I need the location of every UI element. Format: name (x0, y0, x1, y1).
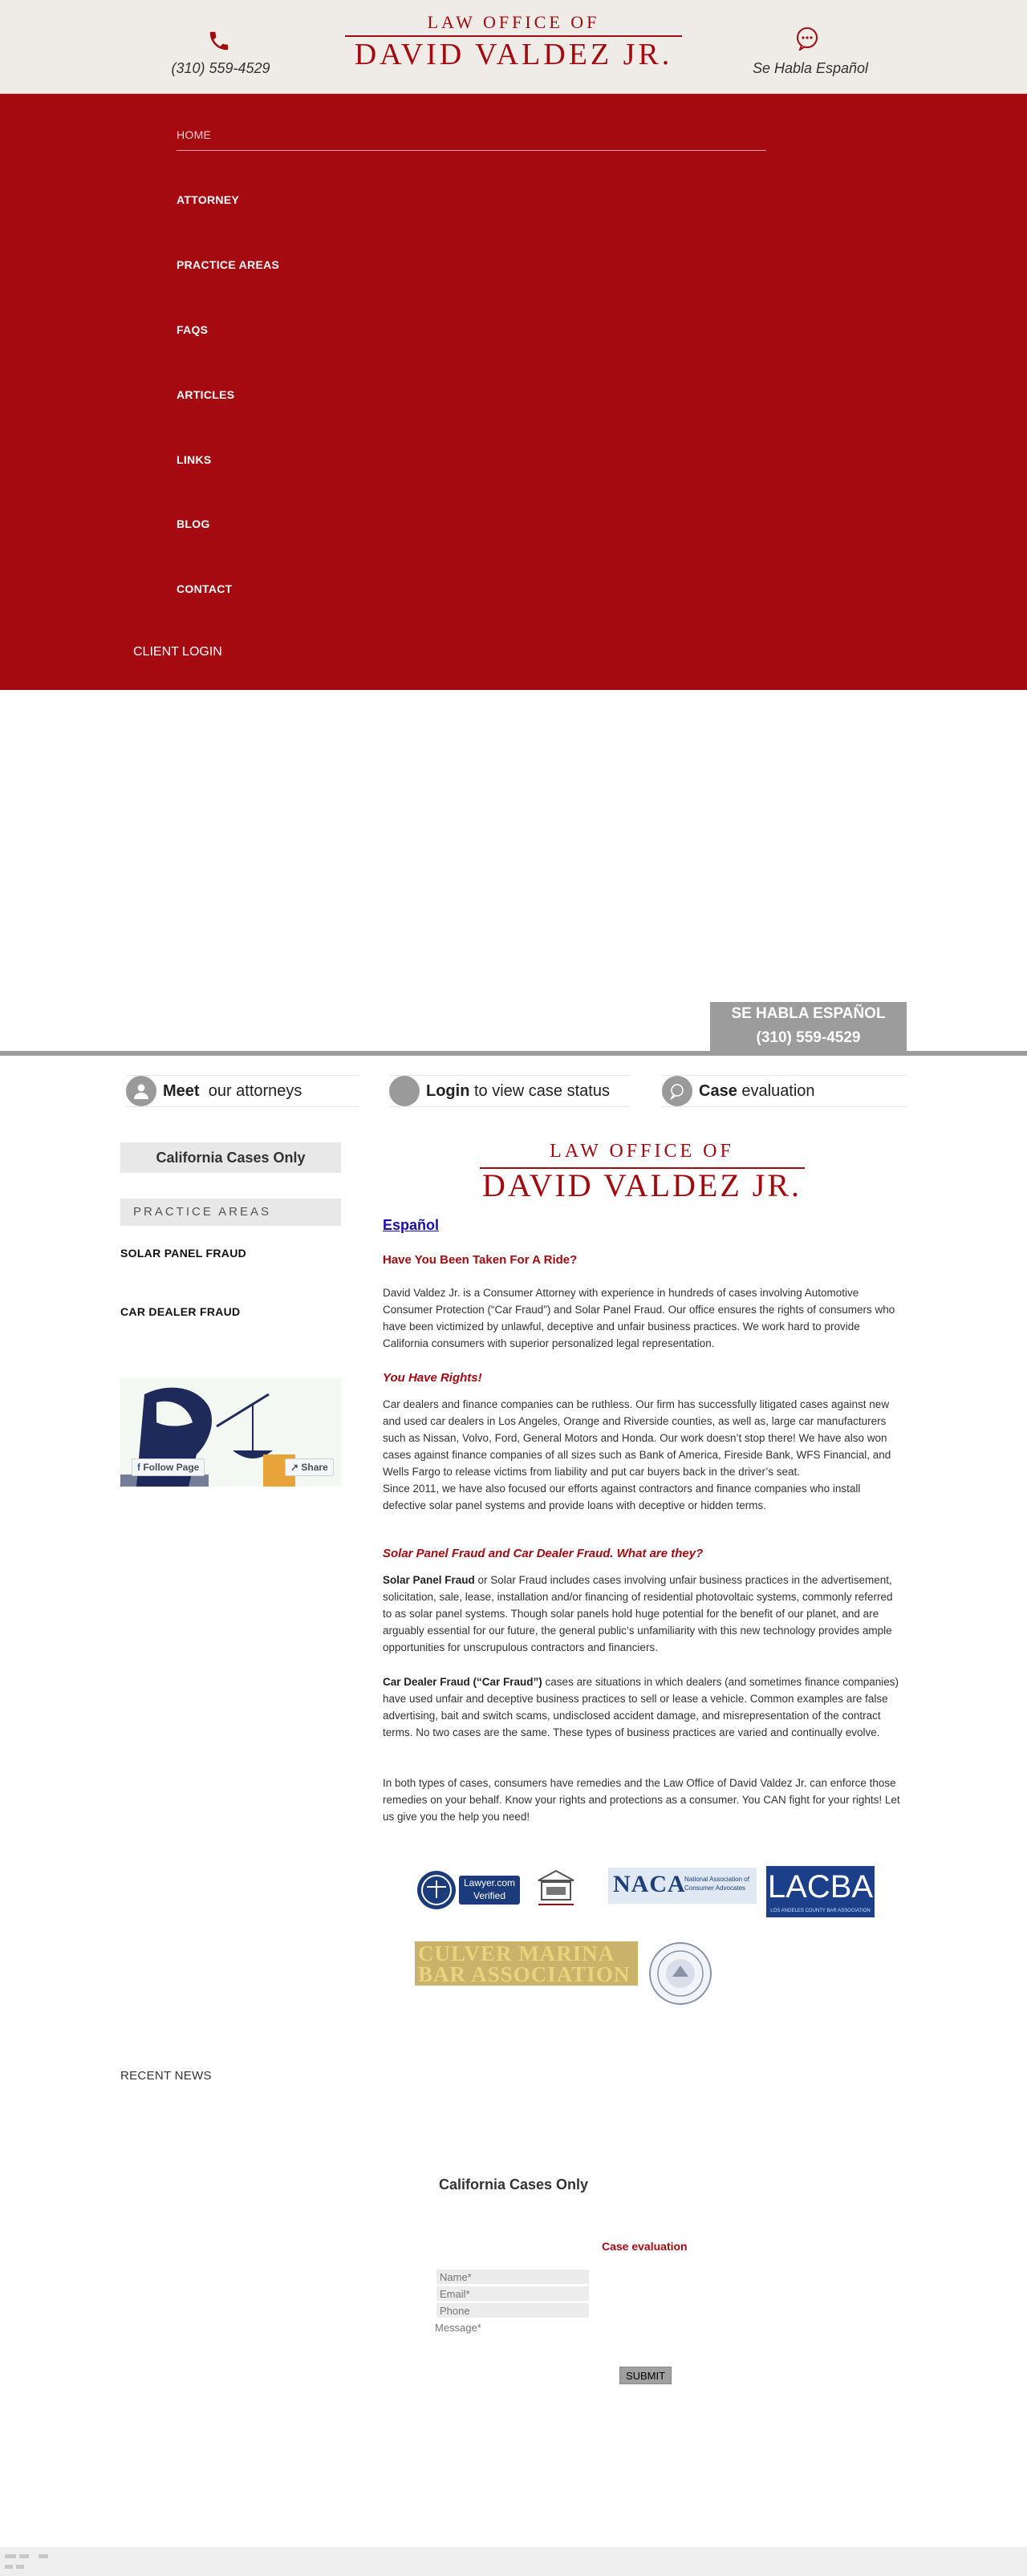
rights-paragraph (383, 1396, 900, 1514)
lacba-subtitle: LOS ANGELES COUNTY BAR ASSOCIATION (770, 1909, 871, 1913)
person-icon (126, 1076, 156, 1106)
solar-fraud-paragraph: Solar Panel Fraud or Solar Fraud includes cases involving unfair business practices in the advertisement, solicitation, sale, lease, installation and/or financing of residential photovoltaic systems, commonly referred to as solar panel systems. Though solar panels hold huge potential for the benefit of our planet, and are arguably essential for our future, the general public’s unfamiliarity with this new technology provides ample opportunities for unscrupulous contractors and financiers. (383, 1574, 893, 1653)
submit-button[interactable]: SUBMIT (619, 2367, 672, 2384)
facebook-follow-button[interactable]: f Follow Page (132, 1458, 205, 1476)
culver-line-2: BAR ASSOCIATION (418, 1962, 631, 1986)
nav-divider (177, 150, 766, 151)
heading-taken-for-ride: Have You Been Taken For A Ride? (383, 1253, 578, 1267)
meet-attorneys-cta[interactable] (126, 1075, 359, 1107)
footer-mark (19, 2554, 29, 2558)
chat-bubble-icon[interactable] (795, 26, 819, 51)
hero-phone: (310) 559-4529 (756, 1029, 861, 1046)
seal-badge-small[interactable] (534, 1866, 578, 1913)
lawyercom-verified-badge[interactable] (416, 1869, 522, 1911)
content-logo-top: LAW OFFICE OF (550, 1141, 734, 1162)
round-seal-badge[interactable] (648, 1941, 712, 2006)
lacba-badge[interactable] (766, 1866, 875, 1917)
form-title: California Cases Only (438, 2176, 589, 2193)
content-logo-main: DAVID VALDEZ JR. (481, 1167, 802, 1203)
nav-item-blog[interactable]: BLOG (177, 517, 210, 530)
hero-badge[interactable] (710, 1002, 907, 1055)
form-subtitle: Case evaluation (602, 2240, 688, 2253)
remedies-paragraph: In both types of cases, consumers have remedies and the Law Office of David Valdez Jr. can enforce those remedies on your behalf. Know your rights and protections as a consumer. You CAN fight for your rights! Let us give you the help you need! (383, 1777, 900, 1823)
footer-mark (39, 2554, 48, 2558)
main-nav (0, 94, 1027, 690)
phone-icon[interactable] (207, 29, 231, 53)
heading-fraud-types: Solar Panel Fraud and Car Dealer Fraud. What are they? (383, 1547, 704, 1560)
logo-main-line[interactable]: DAVID VALDEZ JR. (354, 38, 673, 71)
nav-item-attorney[interactable]: ATTORNEY (177, 193, 240, 206)
case-evaluation-cta[interactable] (662, 1075, 907, 1107)
recent-news-heading: RECENT NEWS (120, 2069, 212, 2083)
culver-marina-bar-badge[interactable] (415, 1941, 638, 1986)
facebook-page-widget[interactable] (120, 1378, 341, 1487)
naca-name: National Association of Consumer Advocates (684, 1876, 749, 1892)
hero-espanol: SE HABLA ESPAÑOL (731, 1005, 886, 1022)
nav-item-articles[interactable]: ARTICLES (177, 388, 235, 401)
nav-item-contact[interactable]: CONTACT (177, 582, 233, 595)
login-case-status-cta[interactable] (389, 1075, 630, 1107)
intro-paragraph: David Valdez Jr. is a Consumer Attorney with experience in hundreds of cases involving Automotive Consumer Protection (“Car Fraud”) and Solar Panel Fraud. Our office ensures the rights of consumers who have been victimized by unlawful, deceptive and unfair business practices. We work hard to provide California consumers with superior personalized legal representation. (383, 1287, 895, 1349)
lawyercom-label: Lawyer.com (463, 1877, 516, 1888)
case-evaluation-label: Case evaluation (699, 1081, 815, 1100)
espanol-link[interactable]: Español (383, 1217, 440, 1233)
naca-logo: NACA (613, 1871, 686, 1897)
rights-paragraph-b: Since 2011, we have also focused our efforts against contractors and finance companies who install defective solar panel systems and provide loans with deceptive or hidden terms. (383, 1483, 861, 1511)
heading-you-have-rights: You Have Rights! (383, 1371, 482, 1385)
facebook-share-button[interactable]: ↗ Share (285, 1458, 334, 1476)
chat-icon (662, 1076, 692, 1106)
sidebar-link-solar-panel-fraud[interactable]: SOLAR PANEL FRAUD (120, 1247, 247, 1260)
nav-item-faqs[interactable]: FAQS (177, 323, 209, 336)
rights-paragraph-a: Car dealers and finance companies can be ruthless. Our firm has successfully litigated cases against new and used car dealers in Los Angeles, Orange and Riverside counties, as well as, large car manufacturers such as Nissan, Volvo, Ford, General Motors and Honda. Our work doesn’t stop there! We have also won cases against finance companies of all sizes such as Bank of America, Fireside Bank, WFS Financial, and Wells Fargo to release victims from liability and put car buyers back in the driver’s seat. (383, 1398, 891, 1478)
client-login-link[interactable]: CLIENT LOGIN (133, 645, 222, 659)
california-cases-only-box: California Cases Only (120, 1142, 341, 1173)
footer-mark (5, 2565, 13, 2569)
login-icon (389, 1076, 420, 1106)
phone-input[interactable] (436, 2303, 589, 2318)
logo-top-line: LAW OFFICE OF (427, 12, 600, 32)
name-input[interactable] (436, 2270, 589, 2284)
footer-bar (0, 2547, 1027, 2576)
message-textarea[interactable] (435, 2322, 594, 2355)
email-input[interactable] (436, 2286, 589, 2301)
header-phone[interactable]: (310) 559-4529 (171, 60, 270, 76)
facebook-icon: f (137, 1462, 140, 1473)
nav-item-practice-areas[interactable]: PRACTICE AREAS (177, 258, 280, 271)
footer-mark (5, 2554, 16, 2558)
header-espanol[interactable]: Se Habla Español (752, 60, 869, 76)
lawyercom-verified: Verified (473, 1890, 506, 1901)
nav-item-home[interactable]: HOME (177, 128, 212, 141)
site-header (0, 0, 1027, 94)
login-case-status-label: Login to view case status (426, 1081, 610, 1100)
sidebar-link-car-dealer-fraud[interactable]: CAR DEALER FRAUD (120, 1305, 241, 1318)
culver-line-1: CULVER MARINA (418, 1941, 615, 1965)
nav-item-links[interactable]: LINKS (177, 453, 212, 466)
meet-attorneys-label: Meet our attorneys (163, 1081, 302, 1100)
share-icon: ↗ (290, 1462, 299, 1473)
naca-badge[interactable] (608, 1868, 757, 1904)
practice-areas-heading: PRACTICE AREAS (120, 1199, 341, 1226)
hero-divider (0, 1051, 1027, 1056)
lacba-logo: LACBA (767, 1869, 874, 1905)
footer-mark (16, 2565, 24, 2569)
car-fraud-paragraph: Car Dealer Fraud (“Car Fraud”) cases are situations in which dealers (and sometimes finance companies) have used unfair and deceptive business practices to sell or lease a vehicle. Common examples are false advertising, bait and switch scams, undisclosed accident damage, and misrepresentation of the contract terms. No two cases are the same. These types of business practices are varied and continually evolve. (383, 1676, 899, 1738)
